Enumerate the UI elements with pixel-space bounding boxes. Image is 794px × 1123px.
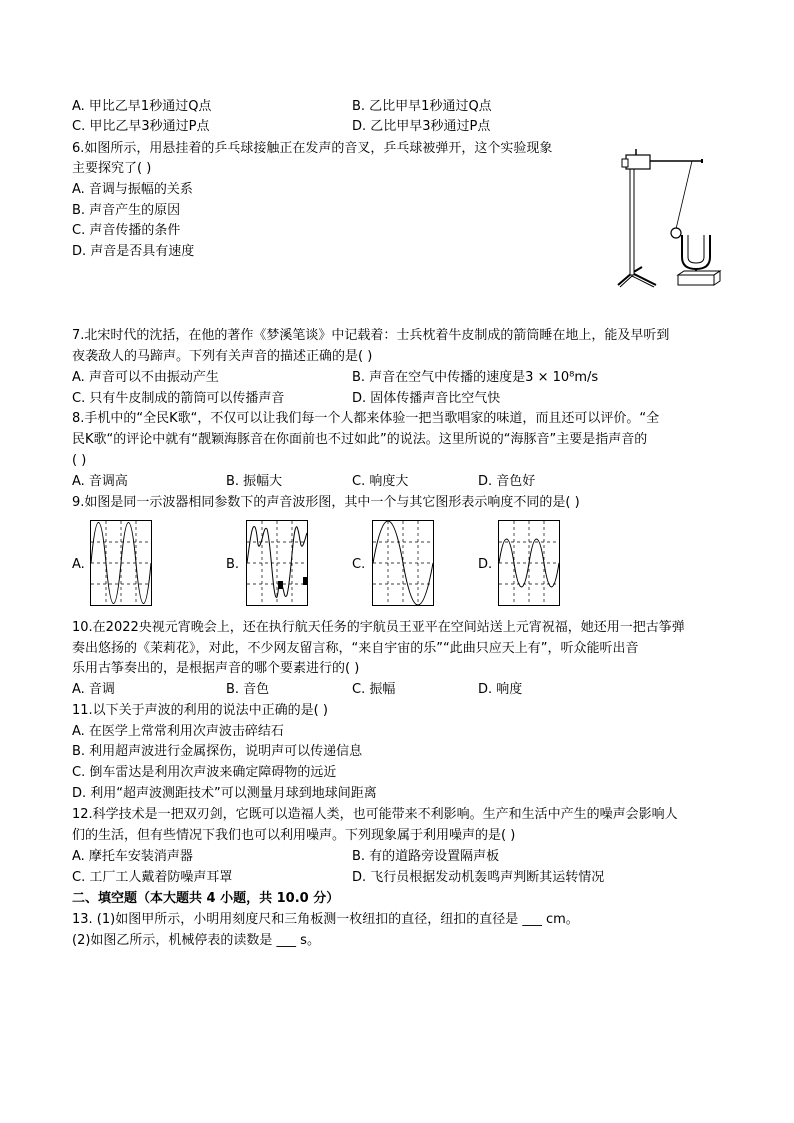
q6-option-a: A. 音调与振幅的关系 [72,182,193,197]
q9-waveform-b [246,520,308,606]
q5-option-c: C. 甲比乙早3秒通过P点 [72,119,210,134]
q5-option-a: A. 甲比乙早1秒通过Q点 [72,99,212,114]
q12-option-d: D. 飞行员根据发动机轰鸣声判断其运转情况 [352,870,605,885]
q6-option-c: C. 声音传播的条件 [72,223,181,238]
q5-option-d: D. 乙比甲早3秒通过P点 [352,119,491,134]
q11-option-d: D. 利用“超声波测距技术”可以测量月球到地球间距离 [72,786,377,801]
q7-option-b: B. 声音在空气中传播的速度是3 × 10⁸m/s [352,370,599,385]
q6-option-d: D. 声音是否具有速度 [72,244,195,259]
q13-part1: 13. (1)如图甲所示，小明用刻度尺和三角板测一枚纽扣的直径，纽扣的直径是 ___ cm。 [72,912,579,927]
q7-option-d: D. 固体传播声音比空气快 [352,391,501,406]
q11-stem: 11.以下关于声波的利用的说法中正确的是( ) [72,703,328,718]
tuning-fork-apparatus-figure [606,145,732,295]
q6-stem-line2: 主要探究了( ) [72,161,152,176]
q9-waveform-c [372,520,434,606]
q11-option-a: A. 在医学上常常利用次声波击碎结石 [72,724,284,739]
q8-option-a: A. 音调高 [72,474,128,489]
q10-option-b: B. 音色 [226,682,270,697]
q10-option-c: C. 振幅 [352,682,396,697]
q6-option-b: B. 声音产生的原因 [72,203,181,218]
q7-option-c: C. 只有牛皮制成的箭筒可以传播声音 [72,391,285,406]
q10-stem-line1: 10.在2022央视元宵晚会上，还在执行航天任务的宇航员王亚平在空间站送上元宵祝福，她还用一把古筝弹 [72,620,685,635]
q13-part2: (2)如图乙所示，机械停表的读数是 ___ s。 [72,933,320,948]
q10-option-a: A. 音调 [72,682,115,697]
q12-stem-line1: 12.科学技术是一把双刃剑，它既可以造福人类，也可能带来不利影响。生产和生活中产生的噪声会影响人 [72,807,678,822]
q8-option-c: C. 响度大 [352,474,409,489]
q8-stem-line2: 民K歌“的评论中就有“靓颖海豚音在你面前也不过如此”的说法。这里所说的“海豚音”主要是指声音的 [72,432,648,447]
q12-stem-line2: 们的生活，但有些情况下我们也可以利用噪声。下列现象属于利用噪声的是( ) [72,828,516,843]
q9-waveform-a [90,520,152,606]
q8-option-d: D. 音色好 [478,474,536,489]
q7-stem-line2: 夜袭敌人的马蹄声。下列有关声音的描述正确的是( ) [72,349,373,364]
q8-option-b: B. 振幅大 [226,474,283,489]
q10-stem-line2: 奏出悠扬的《茉莉花》，对此，不少网友留言称，“来自宇宙的乐”“此曲只应天上有”，听众能听出音 [72,641,639,656]
q9-label-c: C. [352,557,366,572]
q9-stem: 9.如图是同一示波器相同参数下的声音波形图，其中一个与其它图形表示响度不同的是( ) [72,495,580,510]
q10-stem-line3: 乐用古筝奏出的，是根据声音的哪个要素进行的( ) [72,661,360,676]
section-heading-fill-in: 二、填空题（本大题共 4 小题，共 10.0 分） [72,891,340,906]
q12-option-c: C. 工厂工人戴着防噪声耳罩 [72,870,233,885]
q8-stem-line3: ( ) [72,453,87,468]
q6-stem-line1: 6.如图所示，用悬挂着的乒乓球接触正在发声的音叉，乒乓球被弹开，这个实验现象 [72,141,553,156]
q11-option-b: B. 利用超声波进行金属探伤，说明声可以传递信息 [72,744,363,759]
q9-waveform-d [498,520,560,606]
q11-option-c: C. 倒车雷达是利用次声波来确定障碍物的远近 [72,765,337,780]
q5-option-b: B. 乙比甲早1秒通过Q点 [352,99,492,114]
q9-label-b: B. [226,557,240,572]
q10-option-d: D. 响度 [478,682,523,697]
q8-stem-line1: 8.手机中的“全民K歌“，不仅可以让我们每一个人都来体验一把当歌唱家的味道，而且还可以评价。“全 [72,411,660,426]
q7-stem-line1: 7.北宋时代的沈括，在他的著作《梦溪笔谈》中记载着：士兵枕着牛皮制成的箭筒睡在地上，能及早听到 [72,328,670,343]
q12-option-b: B. 有的道路旁设置隔声板 [352,849,500,864]
q9-label-d: D. [478,557,493,572]
q12-option-a: A. 摩托车安装消声器 [72,849,193,864]
q7-option-a: A. 声音可以不由振动产生 [72,370,219,385]
q9-label-a: A. [72,557,85,572]
